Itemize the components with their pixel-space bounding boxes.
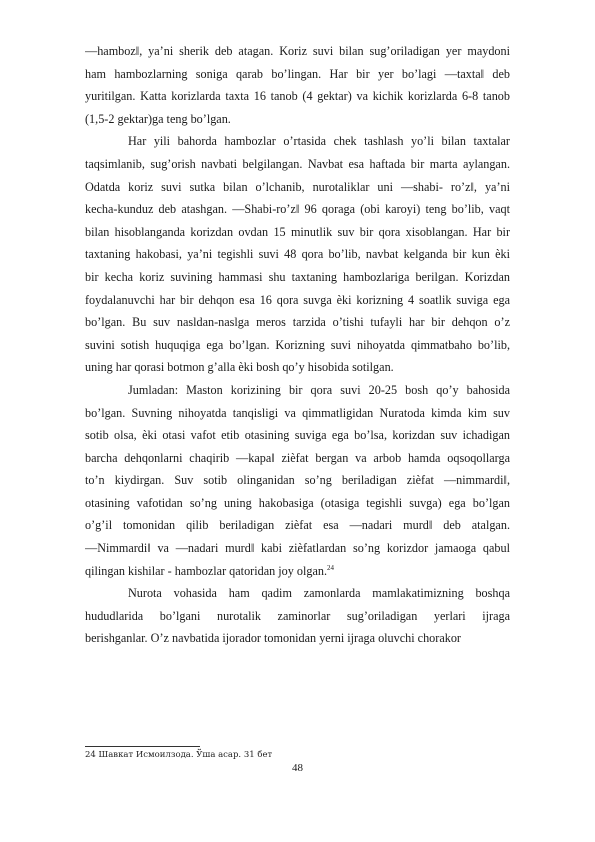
text-line: to’n kiydirgan. Suv sotib olinganidan so’ng beriladigan ziѐfat —nimmardiǁ, (85, 473, 510, 488)
text-line: bir kecha koriz suvining hammasi shu taxtaning hambozlariga berilgan. Korizdan (85, 269, 510, 284)
text-line: berishganlar. O’z navbatida ijorador tomonidan yerni ijraga oluvchi chorakor (85, 631, 461, 646)
paragraph (85, 582, 510, 650)
text-line: bilan hisoblanganda korizdan ovdan 15 minutlik suv bir qora xisoblangan. Har bir (85, 224, 510, 239)
paragraph (85, 130, 510, 379)
text-line: kecha-kunduz deb atashgan. —Shabi-ro’zǁ 96 qoraga (obi karoyi) teng bo’lib, vaqt (85, 202, 510, 217)
text-line: taqsimlanib, sug’orish navbati belgilangan. Navbat esa haftada bir marta aylangan. (85, 156, 510, 171)
text-line: Jumladan: Maston korizining bir qora suvi 20-25 bosh qo’y bahosida (128, 382, 510, 397)
text-line: uning har qorasi botmon g’alla ѐki bosh qo’y hisobida sotilgan. (85, 360, 394, 375)
text-line: (1,5-2 gektar)ga teng bo’lgan. (85, 111, 231, 126)
text-line: qilingan kishilar - hambozlar qatoridan joy olgan.$^{24}$ (85, 563, 334, 578)
text-line: ham hambozlarning soniga qarab bo’lingan. Har bir yer bo’lagi —taxtaǁ deb (85, 66, 510, 81)
text-line: taxtaning hakobasi, ya’ni tegishli suvi 48 qora bo’lib, navbat kelganda bir kun ѐki (85, 247, 510, 262)
text-line: otasining vafotidan so’ng uning hakobasiga (otasiga tegishli suvga) ega bo’lgan (85, 495, 510, 510)
text-line: o’g’il tomonidan qilib beriladigan ziѐfat esa —nadari murdǁ deb atalgan. (85, 518, 510, 533)
text-line: —Nimmardiǁ va —nadari murdǁ kabi ziѐfatlardan so’ng korizdor jamaoga qabul (85, 541, 510, 556)
text-line: —hambozǁ, ya’ni sherik deb atagan. Koriz suvi bilan sug’oriladigan yer maydoni (85, 44, 510, 58)
text-line: Odatda koriz suvi sutka bilan o’lchanib, nurotaliklar uni —shabi- ro’zǁ, ya’ni (85, 179, 510, 194)
text-line: sotib olsa, ѐki otasi vafot etib otasining suviga ega bo’lsa, korizdan suv ichadigan (85, 428, 510, 443)
text-line: suvini sotish huquqiga ega bo’lgan. Korizning suvi nihoyatda qimmatbaho bo’lib, (85, 337, 510, 352)
body-text (85, 40, 510, 650)
paragraph (85, 379, 510, 582)
text-line: barcha dehqonlarni chaqirib —kapaǁ ziѐfat bergan va arbob hamda oqsoqollarga (85, 450, 510, 465)
footnote-rule (85, 746, 200, 747)
text-line: yuritilgan. Katta korizlarda taxta 16 tanob (4 gektar) va kichik korizlarda 6-8 tanob (85, 89, 510, 104)
text-line: bo’lgan. Suvning nihoyatda tanqisligi va qimmatligidan Nuratoda kimda kim suv (85, 405, 510, 420)
paragraph (85, 40, 510, 130)
footnote-marker: 24 (327, 563, 334, 572)
text-line: Nurota vohasida ham qadim zamonlarda mamlakatimizning boshqa (128, 586, 510, 601)
page-number: 48 (292, 762, 303, 774)
text-line: hududlarida bo’lgani nurotalik zaminorlar sug’oriladigan yerlari ijraga (85, 608, 510, 623)
footnote: 24 Шавкат Исмоилзода. Ўша асар. 31 бет (85, 750, 273, 760)
text-line: Har yili bahorda hambozlar o’rtasida chek tashlash yo’li bilan taxtalar (128, 134, 510, 149)
text-line: bo’lgan. Bu suv nasldan-naslga meros tarzida o’tishi tufayli har bir dehqon o’z (85, 315, 510, 330)
text-line: foydalanuvchi har bir dehqon esa 16 qora suvga ѐki korizning 4 soatlik suviga ega (85, 292, 510, 307)
